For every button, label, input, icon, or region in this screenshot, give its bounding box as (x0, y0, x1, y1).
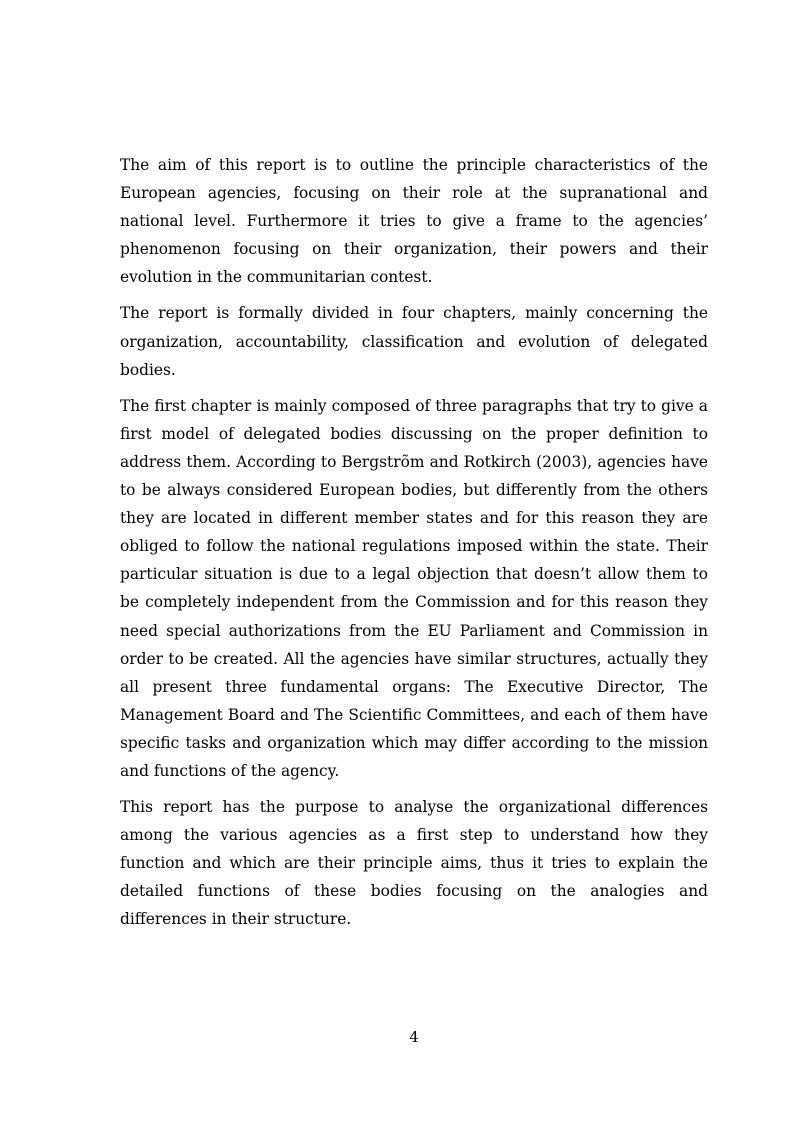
page-number: 4 (409, 1028, 419, 1046)
paragraph-introduction: The aim of this report is to outline the principle characteristics of the European agencies, focusing on their role at the supranational and national level. Furthermore it tries to give a frame to the agencies’ phenomenon focusing on their organization, their powers and their evolution in the communitarian contest. (120, 156, 708, 287)
body-text (120, 151, 708, 942)
paragraph-report-purpose: This report has the purpose to analyse the organizational differences among the various agencies as a first step to understand how they function and which are their principle aims, thus it tries to explain the detailed functions of these bodies focusing on the analogies and differences in their structure. (120, 798, 708, 929)
paragraph-first-chapter: The first chapter is mainly composed of three paragraphs that try to give a first model of delegated bodies discussing on the proper definition to address them. According to Bergstrõm and Rotkirch (2003), agencies have to be always considered European bodies, but differently from the others they are located in different member states and for this reason they are obliged to follow the national regulations imposed within the state. Their particular situation is due to a legal objection that doesn’t allow them to be completely independent from the Commission and for this reason they need special authorizations from the EU Parliament and Commission in order to be created. All the agencies have similar structures, actually they all present three fundamental organs: The Executive Director, The Management Board and The Scientific Committees, and each of them have specific tasks and organization which may differ according to the mission and functions of the agency. (120, 396, 708, 780)
paragraph-report-structure: The report is formally divided in four chapters, mainly concerning the organization, accountability, classification and evolution of delegated bodies. (120, 304, 708, 379)
